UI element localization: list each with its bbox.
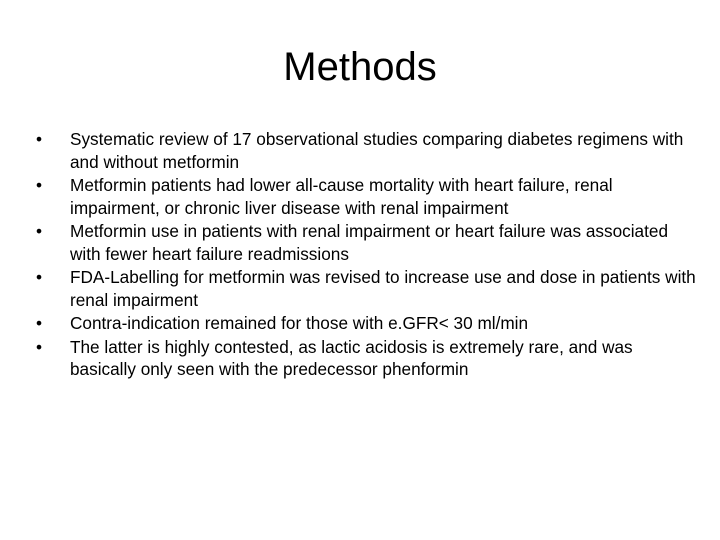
bullet-text: FDA-Labelling for metformin was revised to increase use and dose in patients with renal impairment [70,267,696,310]
bullet-item [36,220,696,265]
bullet-text: Contra-indication remained for those with e.GFR< 30 ml/min [70,313,529,333]
bullet-text: Systematic review of 17 observational studies comparing diabetes regimens with and without metformin [70,129,684,172]
bullet-item [36,266,696,311]
bullet-dot-icon: • [36,336,43,357]
bullet-dot-icon: • [36,175,43,195]
bullet-text: Metformin use in patients with renal impairment or heart failure was associated with fewer heart failure readmissions [70,221,669,264]
bullet-item [36,128,696,173]
bullet-item [36,336,696,381]
bullet-dot-icon: • [36,221,43,241]
bullet-list [36,128,696,382]
bullet-item [36,174,696,219]
bullet-dot-icon: • [36,267,43,287]
bullet-dot-icon: • [36,313,43,333]
bullet-item [36,312,696,335]
bullet-dot-icon: • [36,129,43,149]
bullet-text: The latter is highly contested, as lactic acidosis is extremely rare, and was basically only seen with the predecessor phenformin [70,336,633,379]
slide-title: Methods [283,45,437,89]
bullet-text: Metformin patients had lower all-cause mortality with heart failure, renal impairment, or chronic liver disease with renal impairment [70,175,613,218]
